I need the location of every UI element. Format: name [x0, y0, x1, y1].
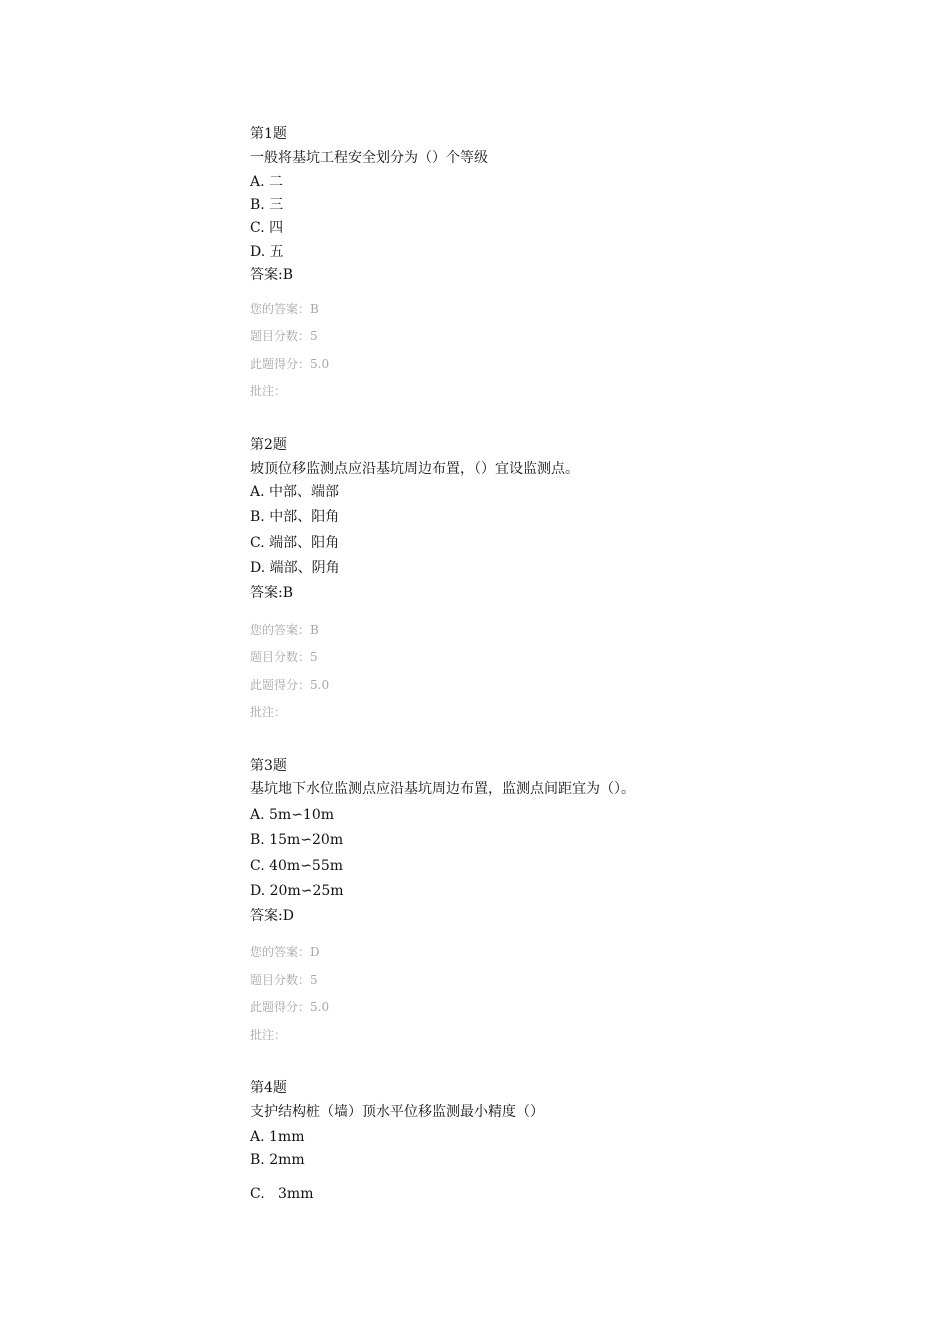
option-c: C. 3mm [250, 1186, 314, 1202]
option-d: D. 20m∽25m [250, 883, 344, 899]
option-b: B. 15m∽20m [250, 832, 344, 848]
option-c: C. 端部、阳角 [250, 535, 340, 551]
option-a: A. 二 [250, 174, 284, 190]
option-b: B. 2mm [250, 1152, 305, 1168]
question-number: 第3题 [250, 758, 287, 774]
option-c: C. 四 [250, 220, 284, 236]
question-stem: 基坑地下水位监测点应沿基坑周边布置，监测点间距宜为（）。 [250, 781, 635, 797]
option-a: A. 5m∽10m [250, 807, 335, 823]
earned-score: 此题得分：5.0 [250, 357, 330, 371]
question-score: 题目分数：5 [250, 973, 318, 987]
earned-score: 此题得分：5.0 [250, 1000, 330, 1014]
question-stem: 坡顶位移监测点应沿基坑周边布置，（）宜设监测点。 [250, 461, 579, 477]
your-answer: 您的答案：D [250, 945, 320, 959]
question-stem: 支护结构桩（墙）顶水平位移监测最小精度（） [250, 1104, 544, 1120]
option-d: D. 端部、阴角 [250, 560, 340, 576]
option-b: B. 三 [250, 197, 284, 213]
question-score: 题目分数：5 [250, 329, 318, 343]
question-number: 第4题 [250, 1080, 287, 1096]
question-stem: 一般将基坑工程安全划分为（）个等级 [250, 150, 488, 166]
earned-score: 此题得分：5.0 [250, 678, 330, 692]
question-number: 第1题 [250, 126, 287, 142]
comment-label: 批注： [250, 384, 287, 398]
question-score: 题目分数：5 [250, 650, 318, 664]
correct-answer: 答案:B [250, 267, 294, 283]
option-b: B. 中部、阳角 [250, 509, 340, 525]
comment-label: 批注： [250, 1028, 287, 1042]
comment-label: 批注： [250, 705, 287, 719]
option-d: D. 五 [250, 244, 284, 260]
your-answer: 您的答案：B [250, 623, 319, 637]
correct-answer: 答案:B [250, 585, 294, 601]
option-c: C. 40m∽55m [250, 858, 344, 874]
question-number: 第2题 [250, 437, 287, 453]
option-a: A. 1mm [250, 1129, 305, 1145]
correct-answer: 答案:D [250, 908, 294, 924]
option-a: A. 中部、端部 [250, 484, 340, 500]
your-answer: 您的答案：B [250, 302, 319, 316]
